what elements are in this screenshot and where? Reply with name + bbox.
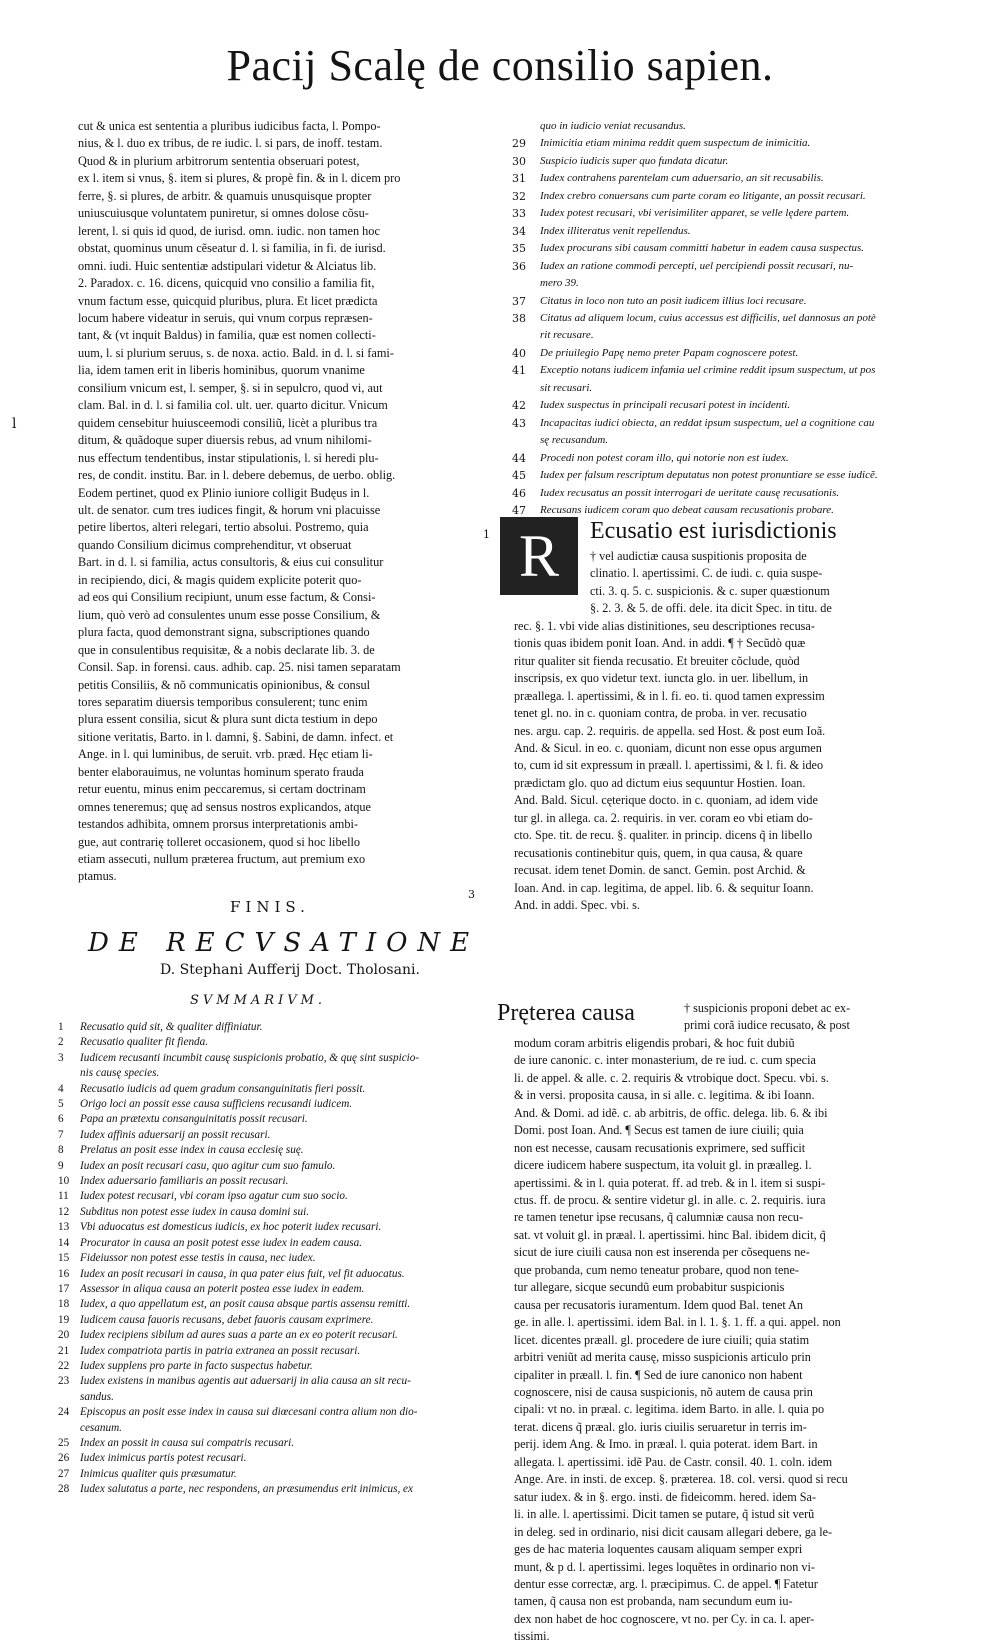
text-line: petitis Consiliis, & nõ communicatis opinionibus, & consul	[78, 677, 371, 692]
summary-text: Iudex recipiens sibilum ad aures suas a parte an ex eo poterit recusari.	[80, 1329, 398, 1342]
summary-text: sę recusandum.	[540, 434, 609, 447]
left-column-text	[78, 118, 478, 884]
text-line: Ange. Are. in insti. de excep. §. præterea. 18. col. versi. quod si recu	[514, 1472, 848, 1487]
summary-text: sit recusari.	[540, 381, 593, 394]
summary-number	[512, 118, 540, 135]
text-line: testandos adhibita, omnem prorsus interpretationis ambi-	[78, 817, 359, 832]
summary-item	[58, 1035, 478, 1050]
summary-item	[58, 1467, 478, 1482]
summary-text: quo in iudicio veniat recusandus.	[540, 120, 686, 132]
summary-item	[58, 1082, 478, 1097]
text-line: † suspicionis proponi debet ac ex-	[684, 1001, 851, 1015]
text-line: And. & Sicul. in eo. c. quoniam, dicunt non esse opus argumen	[514, 740, 822, 755]
text-line: nes. argu. cap. 2. requiris. de appella. sed Host. & post eum Ioã.	[514, 723, 826, 738]
summary-number: 26	[58, 1452, 70, 1465]
text-line: retur euentu, minus enim peccaremus, si certam doctrinam	[78, 782, 366, 797]
summary-text: Iudex an posit recusari casu, quo agitur cum suo famulo.	[80, 1159, 336, 1172]
text-line: gue, aut contrarię tolleret occasionem, quod si hoc libello	[78, 834, 361, 849]
text-line: que in consulentibus requisitæ, & a nobis declarate lib. 3. de	[78, 642, 375, 657]
text-line: cut & unica est sententia a pluribus iudicibus facta, l. Pompo-	[78, 119, 381, 133]
summary-item	[512, 380, 937, 397]
summary-item	[58, 1344, 478, 1359]
text-line: ferre, §. si plures, de arbitr. & quamuis unusquisque propter	[78, 188, 372, 203]
text-line: And. Bald. Sicul. cęterique docto. in c. quoniam, ad idem vide	[514, 793, 818, 808]
summary-text: Index an possit in causa sui compatris recusari.	[80, 1436, 294, 1449]
recusatio-heading: Ecusatio est iurisdictionis	[590, 518, 837, 544]
summary-text: Index crebro conuersans cum parte coram eo litigante, an possit recusari.	[540, 189, 866, 202]
summary-text: Iudex suspectus in principali recusari potest in incidenti.	[540, 399, 791, 412]
summary-number: 42	[512, 399, 526, 413]
summary-item	[512, 415, 937, 432]
summary-number: 46	[512, 486, 526, 500]
summary-item	[58, 1328, 478, 1343]
summarium-heading: SVMMARIVM.	[190, 993, 327, 1008]
summary-number: 23	[58, 1375, 70, 1388]
summary-number: 14	[58, 1236, 70, 1249]
text-line: cti. 3. q. 5. c. suspicionis. & c. super quæstionum	[590, 583, 830, 598]
summary-number: 4	[58, 1082, 64, 1095]
text-line: cto. Spe. tit. de recu. §. qualiter. in princip. dicens q̃ in libello	[514, 828, 813, 843]
summary-number: 12	[58, 1205, 70, 1218]
summary-item	[512, 467, 937, 484]
summary-list	[58, 1020, 478, 1498]
summary-text: Iudex procurans sibi causam committi habetur in eadem causa suspectus.	[540, 242, 865, 255]
running-title: Pacij Scalę de consilio sapien.	[226, 41, 774, 90]
summary-text: Citatus ad aliquem locum, cuius accessus est difficilis, uel dannosus an potè	[540, 311, 876, 324]
text-line: licet. dicentes præall. gl. procedere de iure ciuili; quia statim	[514, 1332, 810, 1347]
margin-number: 3	[468, 888, 475, 901]
summary-number: 19	[58, 1313, 70, 1326]
summary-number: 6	[58, 1113, 64, 1126]
summary-text: Iudex potest recusari, vbi verisimiliter apparet, se velle lędere partem.	[540, 207, 850, 220]
summary-text: Iudex contrahens parentelam cum aduersario, an sit recusabilis.	[540, 172, 824, 185]
right-summary-continuation	[512, 118, 937, 518]
summary-text: Iudex an ratione commodi percepti, uel percipiendi possit recusari, nu-	[540, 259, 854, 272]
text-line: §. 2. 3. & 5. de offi. dele. ita dicit Spec. in titu. de	[590, 601, 832, 616]
summary-text: Episcopus an posit esse index in causa sui diœcesani contra alium non dio-	[80, 1406, 418, 1419]
text-line: omni. iudi. Huic sententiæ adstipulari videtur & Alciatus lib.	[78, 258, 377, 273]
text-line: ctus. ff. de procu. & sentire videtur gl. in alle. c. 2. requiris. iura	[514, 1192, 826, 1207]
text-line: terat. dicens q̃ præal. glo. iuris ciuilis seruaretur in terris im-	[514, 1419, 807, 1434]
summary-text: mero 39.	[540, 277, 579, 290]
summary-text: Procedi non potest coram illo, qui notorie non est iudex.	[540, 451, 789, 464]
summary-item	[512, 188, 937, 205]
text-line: dex non habet de hoc cognoscere, vt no. per Cy. in ca. l. aper-	[514, 1611, 815, 1626]
summary-item	[512, 205, 937, 222]
summary-item	[512, 485, 937, 502]
summary-item	[58, 1297, 478, 1312]
text-line: petire libertos, alteri relegari, tertio absolui. Postremo, quia	[78, 520, 369, 535]
summary-item	[512, 153, 937, 170]
summary-number: 20	[58, 1329, 70, 1342]
summary-number	[512, 380, 540, 397]
summary-number: 36	[512, 259, 526, 273]
summary-text: Incapacitas iudici obiecta, an reddat ipsum suspectum, uel a cognitione cau	[540, 416, 875, 429]
summary-item	[58, 1421, 478, 1436]
summary-text: Iudex an posit recusari in causa, in qua pater eius fuit, vel fit aduocatus.	[80, 1267, 405, 1280]
text-line: Quod & in plurium arbitrorum sententia obseruari potest,	[78, 153, 360, 168]
summary-number: 28	[58, 1483, 70, 1496]
text-line: non est necesse, causam recusationis exprimere, sed sufficit	[514, 1140, 806, 1155]
summary-item	[58, 1436, 478, 1451]
summary-text: Recusatio iudicis ad quem gradum consanguinitatis fieri possit.	[80, 1082, 366, 1095]
summary-text: Exceptio notans iudicem infamia uel crimine reddit ipsum suspectum, ut pos	[540, 364, 876, 377]
text-line: tores separatim diuersis temporibus consulerent; tunc enim	[78, 694, 368, 709]
text-line: lia, idem tamen erit in liberis hominibus, quorum vnanime	[78, 363, 365, 378]
text-line: etiam assecuti, nullum præterea fructum, aut premium exo	[78, 852, 366, 867]
text-line: inscripsis, ex quo videtur text. iuncta glo. in uer. libellum, in	[514, 671, 809, 686]
summary-text: Assessor in aliqua causa an poterit postea esse iudex in eadem.	[80, 1282, 365, 1295]
summary-item	[58, 1051, 478, 1066]
text-line: ad eos qui Consilium recipiunt, unum esse factum, & Consi-	[78, 590, 376, 605]
summary-number: 30	[512, 154, 526, 168]
summary-text: sandus.	[80, 1390, 114, 1403]
summary-item	[58, 1097, 478, 1112]
summary-item	[512, 345, 937, 362]
text-line: obstat, quominus unum cẽseatur d. l. si familia, in fi. de iurisd.	[78, 241, 386, 256]
text-line: plura facta, quod demonstrant signa, subscriptiones quando	[78, 625, 370, 640]
summary-item	[512, 170, 937, 187]
text-line: tissimi.	[514, 1629, 550, 1640]
summary-number: 33	[512, 207, 526, 221]
text-line: And. in addi. Spec. vbi. s.	[514, 898, 640, 913]
text-line: in deleg. sed in ordinario, nisi dicit causam allegari debere, ga le-	[514, 1524, 833, 1539]
summary-text: Iudicem recusanti incumbit causę suspicionis probatio, & quę sint suspicio-	[80, 1051, 420, 1064]
text-line: li. in alle. l. apertissimi. Dicit tamen se putare, q̃ istud sit verũ	[514, 1507, 815, 1522]
summary-item	[58, 1112, 478, 1127]
summary-item	[58, 1159, 478, 1174]
text-line: que probanda, cum nemo teneatur probare, quod non tene-	[514, 1262, 799, 1277]
summary-text: rit recusare.	[540, 329, 594, 342]
summary-number: 24	[58, 1406, 70, 1419]
summary-number: 22	[58, 1359, 70, 1372]
summary-item	[58, 1128, 478, 1143]
summary-text: Fideiussor non potest esse testis in causa, nec iudex.	[80, 1252, 316, 1265]
summary-item	[58, 1066, 478, 1081]
summary-number: 44	[512, 451, 526, 465]
summary-item	[58, 1220, 478, 1235]
summary-text: Subditus non potest esse iudex in causa domini sui.	[80, 1205, 310, 1218]
summary-number: 31	[512, 172, 526, 186]
summary-item	[58, 1251, 478, 1266]
text-line: Eodem pertinet, quod ex Plinio iuniore colligit Budęus in l.	[78, 485, 370, 500]
summary-number: 5	[58, 1098, 64, 1111]
summary-text: Iudex existens in manibus agentis aut aduersarij in alia causa an sit recu-	[80, 1375, 411, 1388]
summary-text: Citatus in loco non tuto an posit iudicem illius loci recusare.	[540, 294, 807, 307]
summary-item	[58, 1143, 478, 1158]
text-line: recusationis continebitur quis, quem, in qua causa, & quare	[514, 845, 803, 860]
summary-text: Inimicus qualiter quis præsumatur.	[80, 1467, 237, 1480]
text-line: apertissimi. & in l. quia poterat. ff. ad treb. & in l. item si suspi-	[514, 1175, 826, 1190]
summary-item	[58, 1236, 478, 1251]
margin-number: 1	[483, 528, 490, 541]
text-line: ges de hac materia loquentes causam aliquam semper expri	[514, 1542, 803, 1557]
summary-text: Iudex affinis aduersarij an possit recusari.	[80, 1128, 271, 1141]
summary-item	[512, 502, 937, 518]
praeterea-heading: Pręterea causa	[497, 1000, 635, 1026]
summary-number: 9	[58, 1159, 64, 1172]
summary-number: 7	[58, 1128, 64, 1141]
finis-label: FINIS.	[230, 898, 310, 916]
summary-text: Procurator in causa an posit potest esse iudex in eadem causa.	[80, 1236, 363, 1249]
text-line: ditum, & quãdoque super diuersis rebus, ad vnum nihilomi-	[78, 433, 372, 448]
text-line: prædictam glo. quo ad dictum eius sequuntur Hostien. Ioan.	[514, 775, 806, 790]
text-line: Ange. in l. qui luminibus, de seruit. vrb. præd. Hęc etiam li-	[78, 747, 373, 762]
summary-number: 27	[58, 1467, 70, 1480]
summary-text: Suspicio iudicis super quo fundata dicatur.	[540, 154, 729, 167]
summary-number	[58, 1390, 80, 1405]
summary-text: Iudicem causa fauoris recusans, debet fauoris causam exprimere.	[80, 1313, 374, 1326]
summary-number: 11	[58, 1190, 69, 1203]
summary-item	[58, 1205, 478, 1220]
text-line: lium, quò verò ad consulentes unum esse posse Consilium, &	[78, 607, 381, 622]
summary-text: Index illiteratus venit repellendus.	[540, 224, 691, 237]
summary-number: 16	[58, 1267, 70, 1280]
summary-item	[58, 1359, 478, 1374]
treatise-title: DE RECVSATIONE	[88, 928, 480, 958]
summary-item	[58, 1189, 478, 1204]
text-line: lerent, l. si quis id quod, de iurisd. omn. iudic. non tamen hoc	[78, 223, 380, 238]
summary-item	[512, 362, 937, 379]
text-line: tamen, q̃ causa non est probanda, nam secundum eum iu-	[514, 1594, 793, 1609]
summary-number	[512, 432, 540, 449]
text-line: tant, & (vt inquit Baldus) in familia, quæ est nomen collecti-	[78, 328, 376, 343]
decorated-initial: R	[500, 517, 578, 595]
text-line: in recipiendo, dici, & magis quidem explicite poterit quo-	[78, 572, 362, 587]
summary-text: De priuilegio Papę nemo preter Papam cognoscere potest.	[540, 346, 799, 359]
summary-number: 10	[58, 1175, 70, 1188]
summary-item	[512, 258, 937, 275]
margin-mark: l	[12, 416, 17, 432]
summary-text: Iudex potest recusari, vbi coram ipso agatur cum suo socio.	[80, 1190, 348, 1203]
summary-item	[58, 1020, 478, 1035]
text-line: cognoscere, nisi de causa suspicionis, nõ autem de causa prin	[514, 1384, 813, 1399]
summary-text: Recusatio qualiter fit fienda.	[80, 1036, 209, 1049]
text-line: tur gl. in allega. ca. 2. requiris. in ver. coram eo vbi etiam do-	[514, 810, 813, 825]
summary-number: 18	[58, 1298, 70, 1311]
summary-number	[58, 1421, 80, 1436]
summary-text: Iudex per falsum rescriptum deputatus non potest pronuntiare se esse iudicẽ.	[540, 469, 878, 482]
summary-text: Iudex supplens pro parte in facto suspectus habetur.	[80, 1359, 313, 1372]
summary-item	[58, 1267, 478, 1282]
summary-text: Inimicitia etiam minima reddit quem suspectum de inimicitia.	[540, 137, 811, 150]
text-line: munt, & p d. l. apertissimi. leges loquẽtes in ordinario non vi-	[514, 1559, 815, 1574]
text-line: & in versi. proposita causa, in si alle. c. legitima. & ibi Ioann.	[514, 1088, 815, 1103]
summary-item	[512, 135, 937, 152]
summary-text: Iudex recusatus an possit interrogari de ueritate causę recusationis.	[540, 486, 840, 499]
text-line: clam. Bal. in d. l. si familia col. ult. uer. quarto dicitur. Vnicum	[78, 398, 388, 413]
text-line: Consil. Sap. in forensi. caus. adhib. cap. 25. nisi tamen separatam	[78, 660, 401, 675]
summary-item	[58, 1482, 478, 1497]
text-line: consilium vnicum est, l. semper, §. si in sepulcro, quod vi, aut	[78, 380, 383, 395]
summary-number: 3	[58, 1051, 64, 1064]
text-line: sitione veritatis, Barto. in l. damni, §. Sabini, de damn. infect. et	[78, 729, 394, 744]
summary-number: 15	[58, 1252, 70, 1265]
text-line: cipaliter in præall. l. fin. ¶ Sed de iure canonico non habent	[514, 1367, 803, 1382]
summary-text: Origo loci an possit esse causa sufficiens recusandi iudicem.	[80, 1098, 353, 1111]
summary-number: 21	[58, 1344, 70, 1357]
text-line: de iure canonic. c. inter monasterium, de re iud. c. cum specia	[514, 1053, 816, 1068]
text-line: perij. idem Ang. & Imo. in præal. l. quia poterat. idem Bart. in	[514, 1437, 818, 1452]
text-line: ult. de senator. cum tres iudices fingit, & horum vni placuisse	[78, 502, 381, 517]
text-line: li. de appel. & alle. c. 2. requiris & vtrobique doct. Specu. vbi. s.	[514, 1070, 829, 1085]
summary-text: Index aduersario familiaris an possit recusari.	[80, 1175, 289, 1188]
summary-item	[512, 327, 937, 344]
text-line: uum, l. si plurium seruus, s. de noxa. actio. Bald. in d. l. si fami-	[78, 345, 394, 360]
summary-number: 38	[512, 311, 526, 325]
author-line: D. Stephani Aufferij Doct. Tholosani.	[160, 962, 420, 978]
text-line: ritur qualiter sit fienda recusatio. Et breuiter cõclude, quòd	[514, 653, 800, 668]
text-line: modum coram arbitris eligendis probari, & hoc fuit dubiũ	[514, 1035, 795, 1050]
summary-item	[512, 432, 937, 449]
text-line: dentur esse correctæ, arg. l. præcipimus. C. de appel. ¶ Fatetur	[514, 1576, 818, 1591]
text-line: clinatio. l. apertissimi. C. de iudi. c. quia suspe-	[590, 566, 823, 581]
text-line: Ioan. And. in cap. legitima, de appel. lib. 6. & sequitur Ioann.	[514, 880, 814, 895]
summary-text: nis causę species.	[80, 1067, 160, 1080]
summary-item	[512, 450, 937, 467]
text-line: omnes teneremus; quę ad sensus nostros explicandos, atque	[78, 799, 372, 814]
text-line: to, cum id sit expressum in præall. l. apertissimi, & l. fi. & ideo	[514, 758, 824, 773]
summary-number: 43	[512, 416, 526, 430]
text-line: tionis quas ibidem ponit Ioan. And. in addi. ¶ † Secũdò quæ	[514, 636, 806, 651]
text-line: allegata. l. apertissimi. idẽ Pau. de Castr. consil. 40. 1. coln. idem	[514, 1454, 833, 1469]
text-line: res, de condit. institu. Bar. in l. debere debemus, de uerbo. oblig.	[78, 468, 396, 483]
summary-item	[58, 1174, 478, 1189]
summary-number: 29	[512, 137, 526, 151]
text-line: ex l. item si vnus, §. item si plures, & propè fin. & in l. dicem pro	[78, 171, 401, 186]
text-line: primi corã iudice recusato, & post	[684, 1018, 850, 1033]
text-line: cipali: vt no. in præal. c. legitima. idem Barto. in alle. l. quia po	[514, 1402, 825, 1417]
summary-number: 8	[58, 1144, 64, 1157]
summary-number: 17	[58, 1282, 70, 1295]
summary-item	[512, 275, 937, 292]
text-line: And. & Domi. ad idẽ. c. ab arbitris, de offic. delega. lib. 6. & ibi	[514, 1105, 828, 1120]
summary-number: 37	[512, 294, 526, 308]
summary-item	[512, 397, 937, 414]
summary-item	[58, 1374, 478, 1389]
text-line: dicere iudicem habere suspectum, ita voluit gl. in præalleg. l.	[514, 1158, 812, 1173]
summary-item	[58, 1451, 478, 1466]
summary-text: cesanum.	[80, 1421, 122, 1434]
summary-item	[58, 1313, 478, 1328]
text-line: causa per recusatoris iuramentum. Idem quod Bal. tenet An	[514, 1297, 804, 1312]
text-line: benter elaborauimus, ne voluntas hominum sperato frauda	[78, 764, 364, 779]
summary-text: Iudex, a quo appellatum est, an posit causa absque partis assensu remitti.	[80, 1298, 411, 1311]
summary-text: Iudex compatriota partis in patria extranea an possit recusari.	[80, 1344, 361, 1357]
summary-item	[512, 118, 937, 135]
summary-text: Iudex inimicus partis potest recusari.	[80, 1452, 247, 1465]
summary-number	[58, 1066, 80, 1081]
text-line: Domi. post Ioan. And. ¶ Secus est tamen de iure ciuili; quia	[514, 1123, 804, 1138]
summary-item	[512, 310, 937, 327]
text-line: sat. vt voluit gl. in præal. l. apertissimi. hinc Bal. ibidem dicit, q̃	[514, 1227, 826, 1242]
text-line: sicut de iure ciuili causa non est inserenda per cõsequens ne-	[514, 1245, 810, 1260]
text-line: nius, & l. duo ex tribus, de re iudic. l. si pars, de inoff. testam.	[78, 136, 383, 151]
text-line: plura essent consilia, sicut & plura sunt dicta testium in depo	[78, 712, 378, 727]
summary-number: 47	[512, 503, 526, 517]
praeterea-text	[514, 1000, 937, 1640]
summary-item	[58, 1405, 478, 1420]
summary-number: 1	[58, 1021, 64, 1033]
summary-number	[512, 275, 540, 292]
text-line: ptamus.	[78, 869, 117, 884]
text-line: ge. in alle. l. apertissimi. idem Bal. in l. 1. §. 1. ff. a qui. appel. non	[514, 1315, 841, 1330]
text-line: arbitri veniũt ad merita causę, misso suspicionis articulo prin	[514, 1350, 811, 1365]
summary-text: Papa an prætextu consanguinitatis possit recusari.	[80, 1113, 308, 1126]
summary-item	[58, 1282, 478, 1297]
right-column-text	[514, 548, 937, 915]
summary-number: 35	[512, 242, 526, 256]
text-line: uniuscuiusque voluntatem puniretur, si omnes dolose cõsu-	[78, 206, 369, 221]
summary-text: Prelatus an posit esse index in causa ecclesię suę.	[80, 1144, 304, 1157]
text-line: 2. Paradox. c. 16. dicens, quicquid vno consilio a familia fit,	[78, 276, 375, 291]
summary-text: Recusatio quid sit, & qualiter diffiniatur.	[80, 1021, 263, 1033]
summary-number: 25	[58, 1436, 70, 1449]
summary-item	[512, 240, 937, 257]
summary-number: 40	[512, 346, 526, 360]
text-line: locum habere videatur in seruis, qui vnum corpus repræsen-	[78, 310, 373, 325]
text-line: † vel audictiæ causa suspitionis proposita de	[590, 549, 807, 563]
summary-number: 13	[58, 1221, 70, 1234]
text-line: recusat. idem tenet Domin. de sanct. Gemin. post Archid. &	[514, 863, 806, 878]
text-line: rec. §. 1. vbi vide alias distinitiones, seu descriptiones recusa-	[514, 618, 815, 633]
summary-number	[512, 327, 540, 344]
text-line: nus effectum tendentibus, instar stipulationis, l. si heredi plu-	[78, 450, 379, 465]
text-line: præallega. l. apertissimi, & in l. fi. eo. ti. quod tamen expressim	[514, 688, 825, 703]
text-line: tenet gl. no. in c. quoniam contra, de proba. in ver. recusatio	[514, 706, 807, 721]
text-line: satur iudex. & in §. ergo. insti. de fideicomm. hered. idem Sa-	[514, 1489, 817, 1504]
text-line: Bart. in d. l. si familia, actus consultoris, & eius cui consulitur	[78, 555, 384, 570]
text-line: tur allegare, sicque secundũ eum probabitur suspicionis	[514, 1280, 785, 1295]
summary-number: 34	[512, 224, 526, 238]
summary-item	[512, 293, 937, 310]
summary-text: Vbi aduocatus est domesticus iudicis, ex hoc poterit iudex recusari.	[80, 1221, 382, 1234]
text-line: vnum factum esse, quicquid pluribus, plura. Et licet prædicta	[78, 293, 378, 308]
summary-text: Recusans iudicem coram quo debeat causam recusationis probare.	[540, 503, 834, 516]
summary-item	[58, 1390, 478, 1405]
text-line: re tamen tenetur ipse recusans, q̃ calumniæ causa non recu-	[514, 1210, 804, 1225]
summary-number: 41	[512, 364, 526, 378]
summary-number: 45	[512, 469, 526, 483]
summary-text: Iudex salutatus a parte, nec respondens, an præsumendus erit inimicus, ex	[80, 1483, 413, 1496]
text-line: quando Consilium dicimus comprehenditur, vt obseruat	[78, 537, 352, 552]
text-line: quidem censebitur huiusceemodi consiliũ, licèt a pluribus tra	[78, 415, 378, 430]
summary-item	[512, 223, 937, 240]
summary-number: 32	[512, 189, 526, 203]
summary-number: 2	[58, 1036, 64, 1049]
